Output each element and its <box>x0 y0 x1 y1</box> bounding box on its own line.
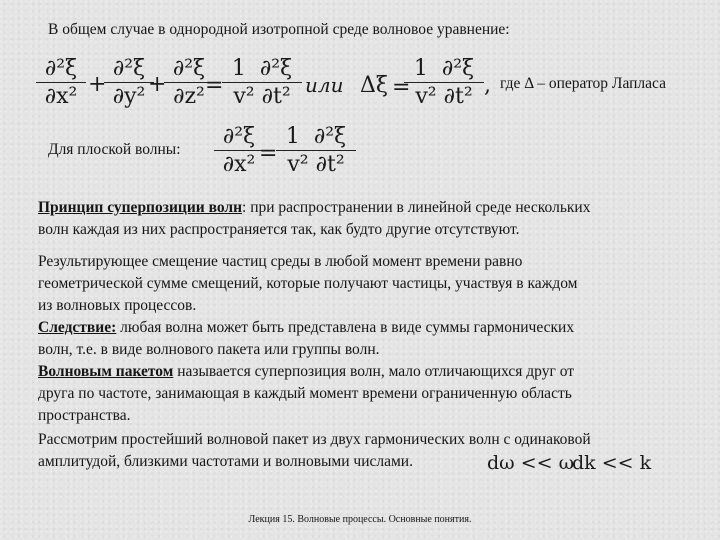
condition-k: dk << k <box>572 452 652 474</box>
result-line-1: Результирующее смещение частиц среды в любой момент времени равно <box>38 253 523 270</box>
frac-d2xi-dy2: ∂²ξ ∂y² <box>104 56 154 109</box>
consequence-term: Следствие: <box>38 319 117 336</box>
equals-sign: = <box>392 75 411 100</box>
packet-line-1 <box>38 361 574 383</box>
frac-d2xi-dx2: ∂²ξ ∂x² <box>36 56 86 109</box>
consequence-text: любая волна может быть представлена в виде суммы гармонических <box>116 319 575 336</box>
plus-sign: + <box>88 72 107 97</box>
packet-term: Волновым пакетом <box>38 363 174 380</box>
frac-d2xi-v2dt2-plane: 1 ∂²ξ v² ∂t² <box>276 124 356 177</box>
packet-line-3: пространства. <box>38 407 131 424</box>
plus-sign: + <box>148 72 167 97</box>
frac-d2xi-v2dt2-right: 1 ∂²ξ v² ∂t² <box>404 56 484 109</box>
laplace-note: где Δ – оператор Лапласа <box>500 75 666 92</box>
frac-d2xi-v2dt2: 1 ∂²ξ v² ∂t² <box>222 56 302 109</box>
comma: , <box>484 73 491 98</box>
superposition-term: Принцип суперпозиции волн <box>38 199 243 216</box>
result-line-2: геометрической сумме смещений, которые получают частицы, участвуя в каждом <box>38 275 578 292</box>
footer-caption: Лекция 15. Волновые процессы. Основные понятия. <box>248 514 472 525</box>
intro-text: В общем случае в однородной изотропной среде волновое уравнение: <box>48 21 510 38</box>
frac-d2xi-dx2-plane: ∂²ξ ∂x² <box>214 124 264 177</box>
superposition-line-1 <box>38 197 590 219</box>
simple-packet-line-1: Рассмотрим простейший волновой пакет из двух гармонических волн с одинаковой <box>38 431 591 448</box>
result-line-3: из волновых процессов. <box>38 297 197 314</box>
frac-d2xi-dz2: ∂²ξ ∂z² <box>164 56 214 109</box>
packet-line-2: друга по частоте, занимающая в каждый момент времени ограниченную область <box>38 385 572 402</box>
equals-sign: = <box>205 73 224 98</box>
consequence-line-1 <box>38 317 574 339</box>
consequence-line-2: волн, т.е. в виде волнового пакета или группы волн. <box>38 341 380 358</box>
condition-omega: dω << ω <box>487 452 575 474</box>
laplacian-xi: Δξ <box>360 73 389 98</box>
superposition-line-2: волн каждая из них распространяется так, как будто другие отсутствуют. <box>38 221 520 238</box>
equals-sign: = <box>259 141 278 166</box>
packet-text: называется суперпозиция волн, мало отличающихся друг от <box>173 363 575 380</box>
or-word: или <box>305 73 344 97</box>
plane-wave-label: Для плоской волны: <box>48 141 181 158</box>
simple-packet-line-2: амплитудой, близкими частотами и волновыми числами. <box>38 453 413 470</box>
superposition-text: : при распространении в линейной среде нескольких <box>242 199 591 216</box>
